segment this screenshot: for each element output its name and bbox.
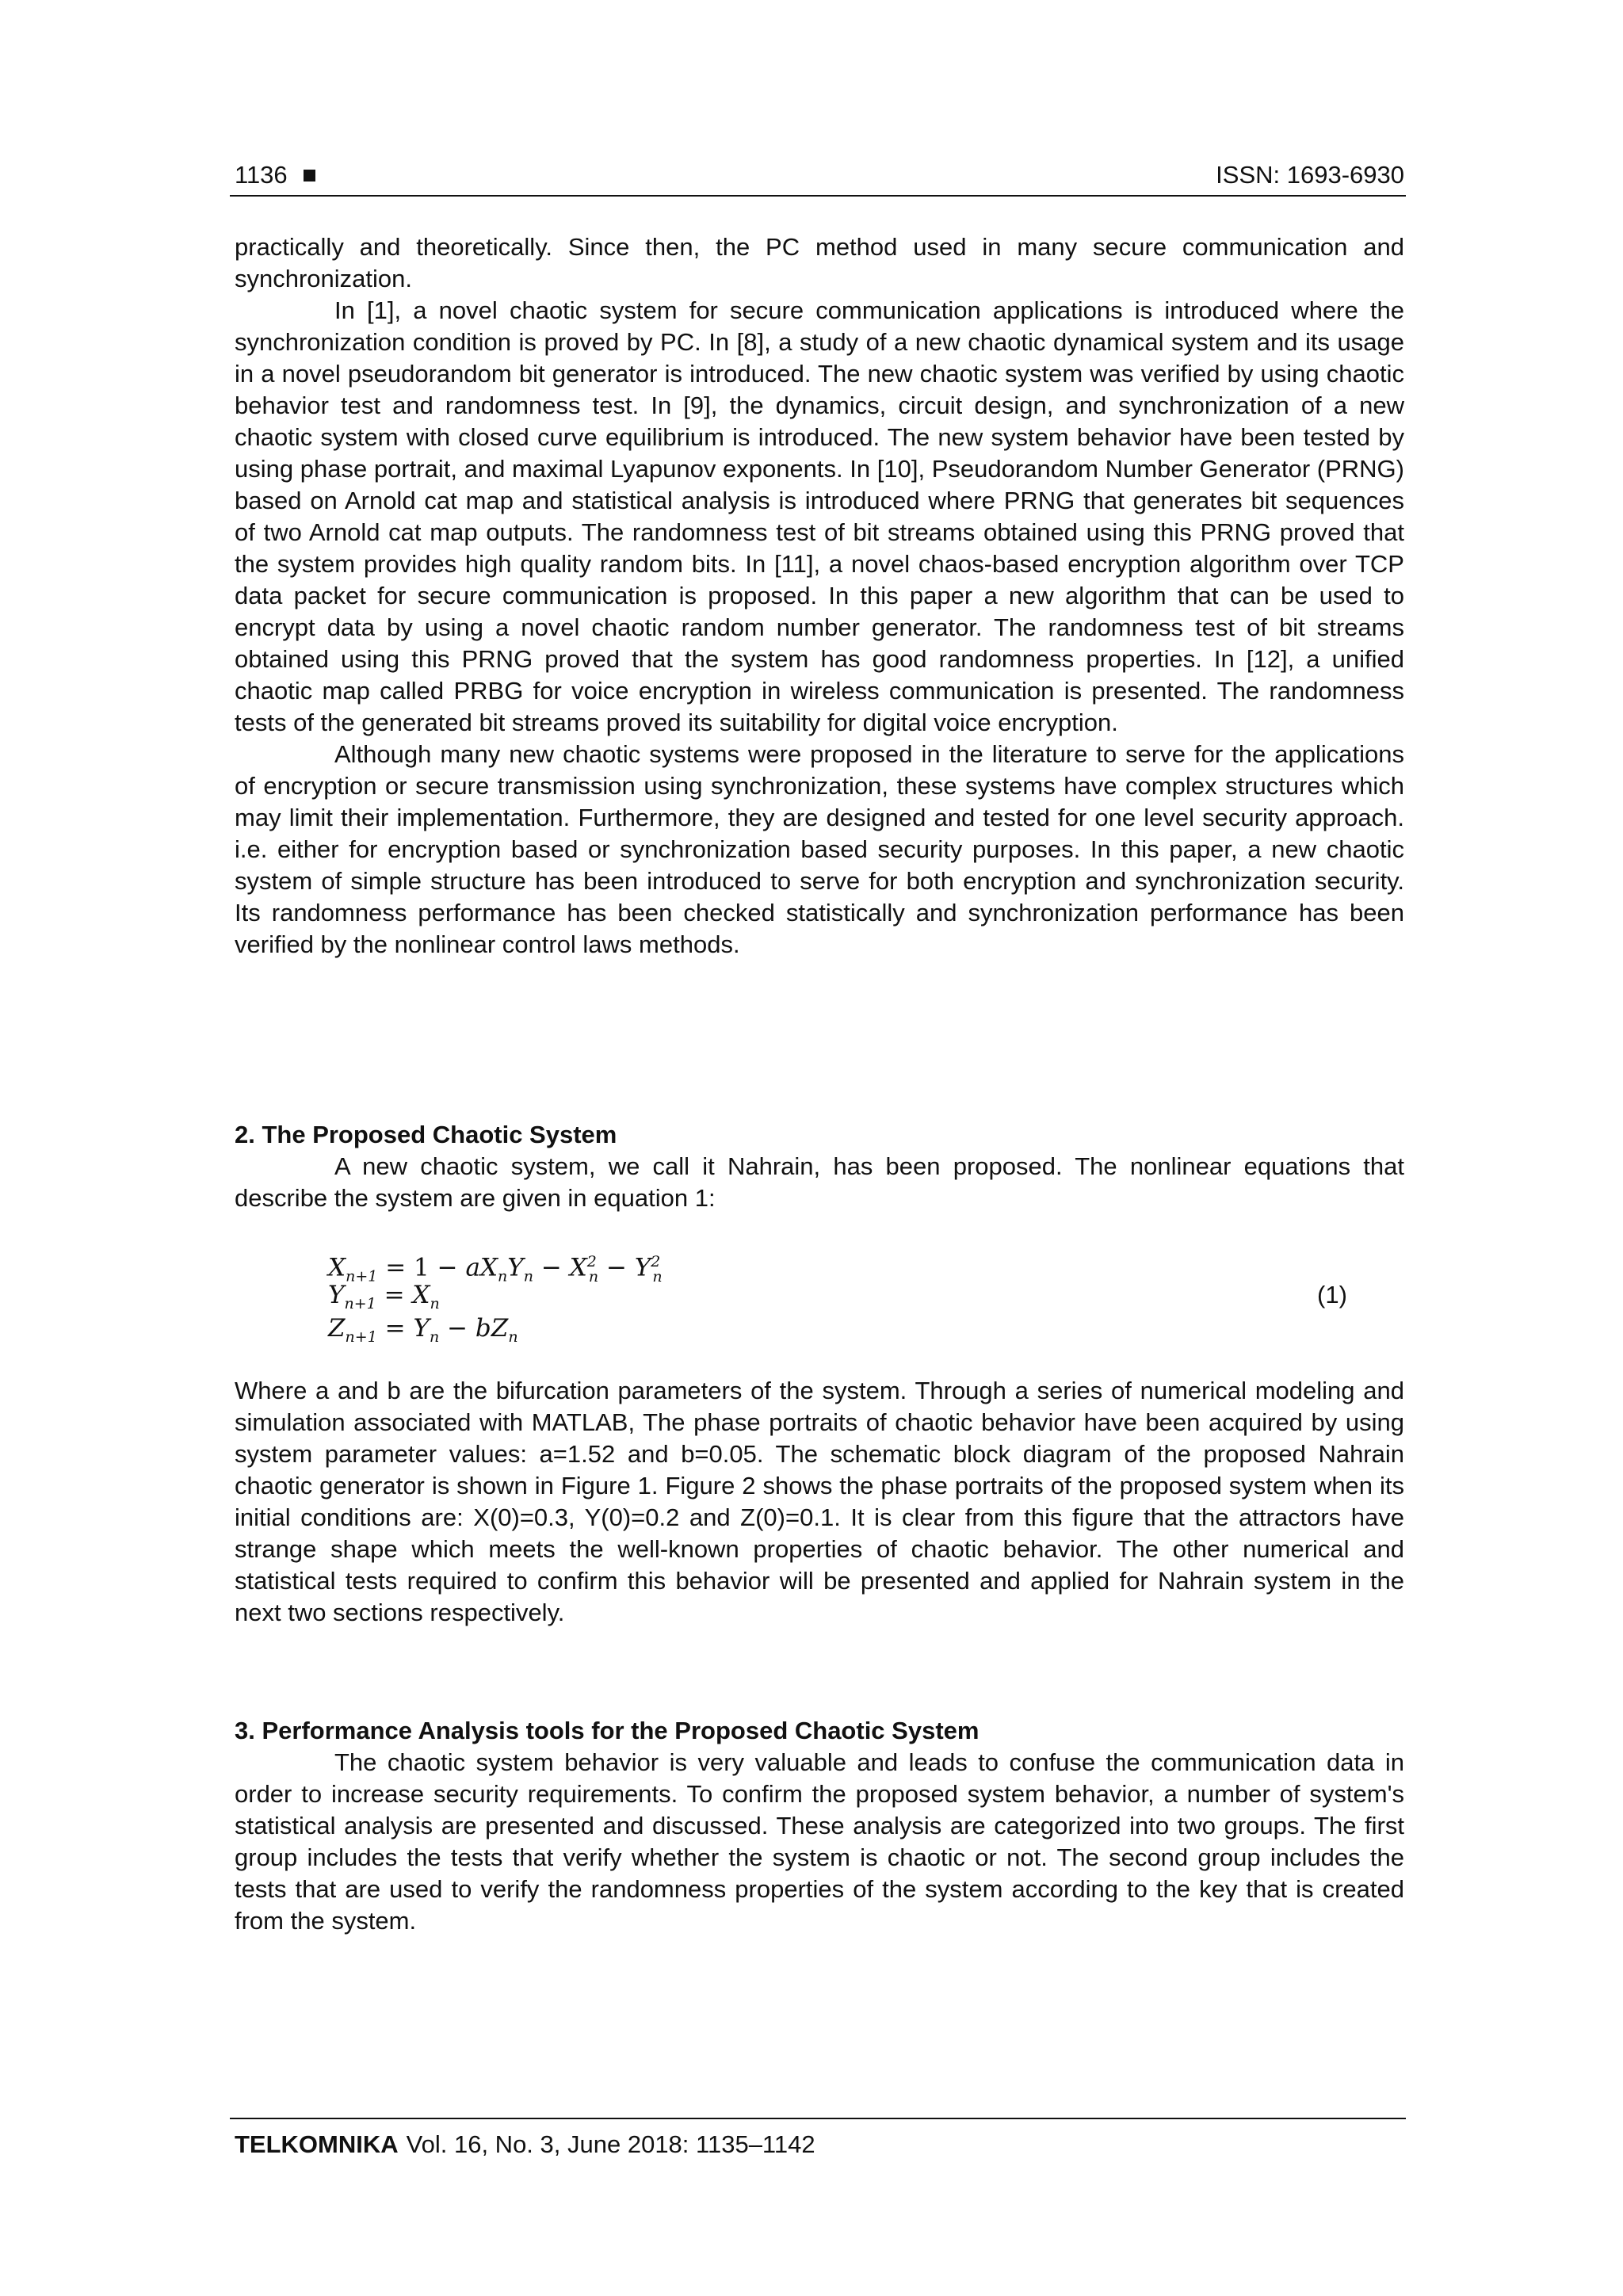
page-header (235, 155, 1404, 195)
journal-citation: Vol. 16, No. 3, June 2018: 1135–1142 (406, 2130, 815, 2158)
section-3-heading: 3. Performance Analysis tools for the Proposed Chaotic System (235, 1717, 980, 1744)
header-divider (230, 195, 1406, 197)
paragraph-continuation: practically and theoretically. Since then, the PC method used in many secure communication and synchronization. (235, 233, 1404, 292)
equation-x: $X_{n+1} = 1 - aX_nY_n - X^2_n - Y^2_n$ (328, 1253, 663, 1286)
paragraph-motivation: Although many new chaotic systems were proposed in the literature to serve for the applications of encryption or secure transmission using synchronization, these systems have complex structures which may limit their implementation. Furthermore, they are designed and tested for one level security approach. i.e. either for encryption based or synchronization based security purposes. In this paper, a new chaotic system of simple structure has been introduced to serve for both encryption and synchronization security. Its randomness performance has been checked statistically and synchronization performance has been verified by the nonlinear control laws methods. (235, 740, 1404, 958)
journal-name: TELKOMNIKA (235, 2130, 399, 2158)
equation-y: $Y_{n+1} = X_n$ (328, 1281, 440, 1313)
section-3 (235, 1715, 1404, 1937)
section-3-paragraph: The chaotic system behavior is very valuable and leads to confuse the communication data in order to increase security requirements. To confirm the proposed system behavior, a number of system's statistical analysis are presented and discussed. These analysis are categorized into two groups. The first group includes the tests that verify whether the system is chaotic or not. The second group includes the tests that are used to verify the randomness properties of the system according to the key that is created from the system. (235, 1748, 1404, 1935)
intro-continuation (235, 231, 1404, 961)
square-bullet-icon (304, 170, 315, 181)
issn-label: ISSN: 1693-6930 (1216, 161, 1404, 189)
section-2-paragraph: A new chaotic system, we call it Nahrain, has been proposed. The nonlinear equations that describe the system are given in equation 1: (235, 1152, 1404, 1212)
paragraph-related-work: In [1], a novel chaotic system for secure communication applications is introduced where the synchronization condition is proved by PC. In [8], a study of a new chaotic dynamical system and its usage in a novel pseudorandom bit generator is introduced. The new chaotic system was verified by using chaotic behavior test and randomness test. In [9], the dynamics, circuit design, and synchronization of a new chaotic system with closed curve equilibrium is introduced. The new system behavior have been tested by using phase portrait, and maximal Lyapunov exponents. In [10], Pseudorandom Number Generator (PRNG) based on Arnold cat map and statistical analysis is introduced where PRNG that generates bit sequences of two Arnold cat map outputs. The randomness test of bit streams obtained using this PRNG proved that the system provides high quality random bits. In [11], a novel chaos-based encryption algorithm over TCP data packet for secure communication is proposed. In this paper a new algorithm that can be used to encrypt data by using a novel chaotic random number generator. The randomness test of bit streams obtained using this PRNG proved that the system has good randomness properties. In [12], a unified chaotic map called PRBG for voice encryption in wireless communication is presented. The randomness tests of the generated bit streams proved its suitability for digital voice encryption. (235, 296, 1404, 736)
page-footer (235, 2127, 815, 2162)
section-2-heading: 2. The Proposed Chaotic System (235, 1121, 617, 1148)
equation-z: $Z_{n+1} = Y_n - bZ_n$ (328, 1314, 518, 1347)
section-2-intro (235, 1119, 1404, 1214)
section-2-body (235, 1375, 1404, 1629)
equation-block (328, 1246, 1358, 1346)
equation-number: (1) (1317, 1281, 1347, 1308)
footer-divider (230, 2118, 1406, 2119)
page-number: 1136 (235, 155, 315, 195)
section-2-explanation: Where a and b are the bifurcation parameters of the system. Through a series of numerical modeling and simulation associated with MATLAB, The phase portraits of chaotic behavior have been acquired by using system parameter values: a=1.52 and b=0.05. The schematic block diagram of the proposed Nahrain chaotic generator is shown in Figure 1. Figure 2 shows the phase portraits of the proposed system when its initial conditions are: X(0)=0.3, Y(0)=0.2 and Z(0)=0.1. It is clear from this figure that the attractors have strange shape which meets the well-known properties of chaotic behavior. The other numerical and statistical tests required to confirm this behavior will be presented and applied for Nahrain system in the next two sections respectively. (235, 1377, 1404, 1626)
